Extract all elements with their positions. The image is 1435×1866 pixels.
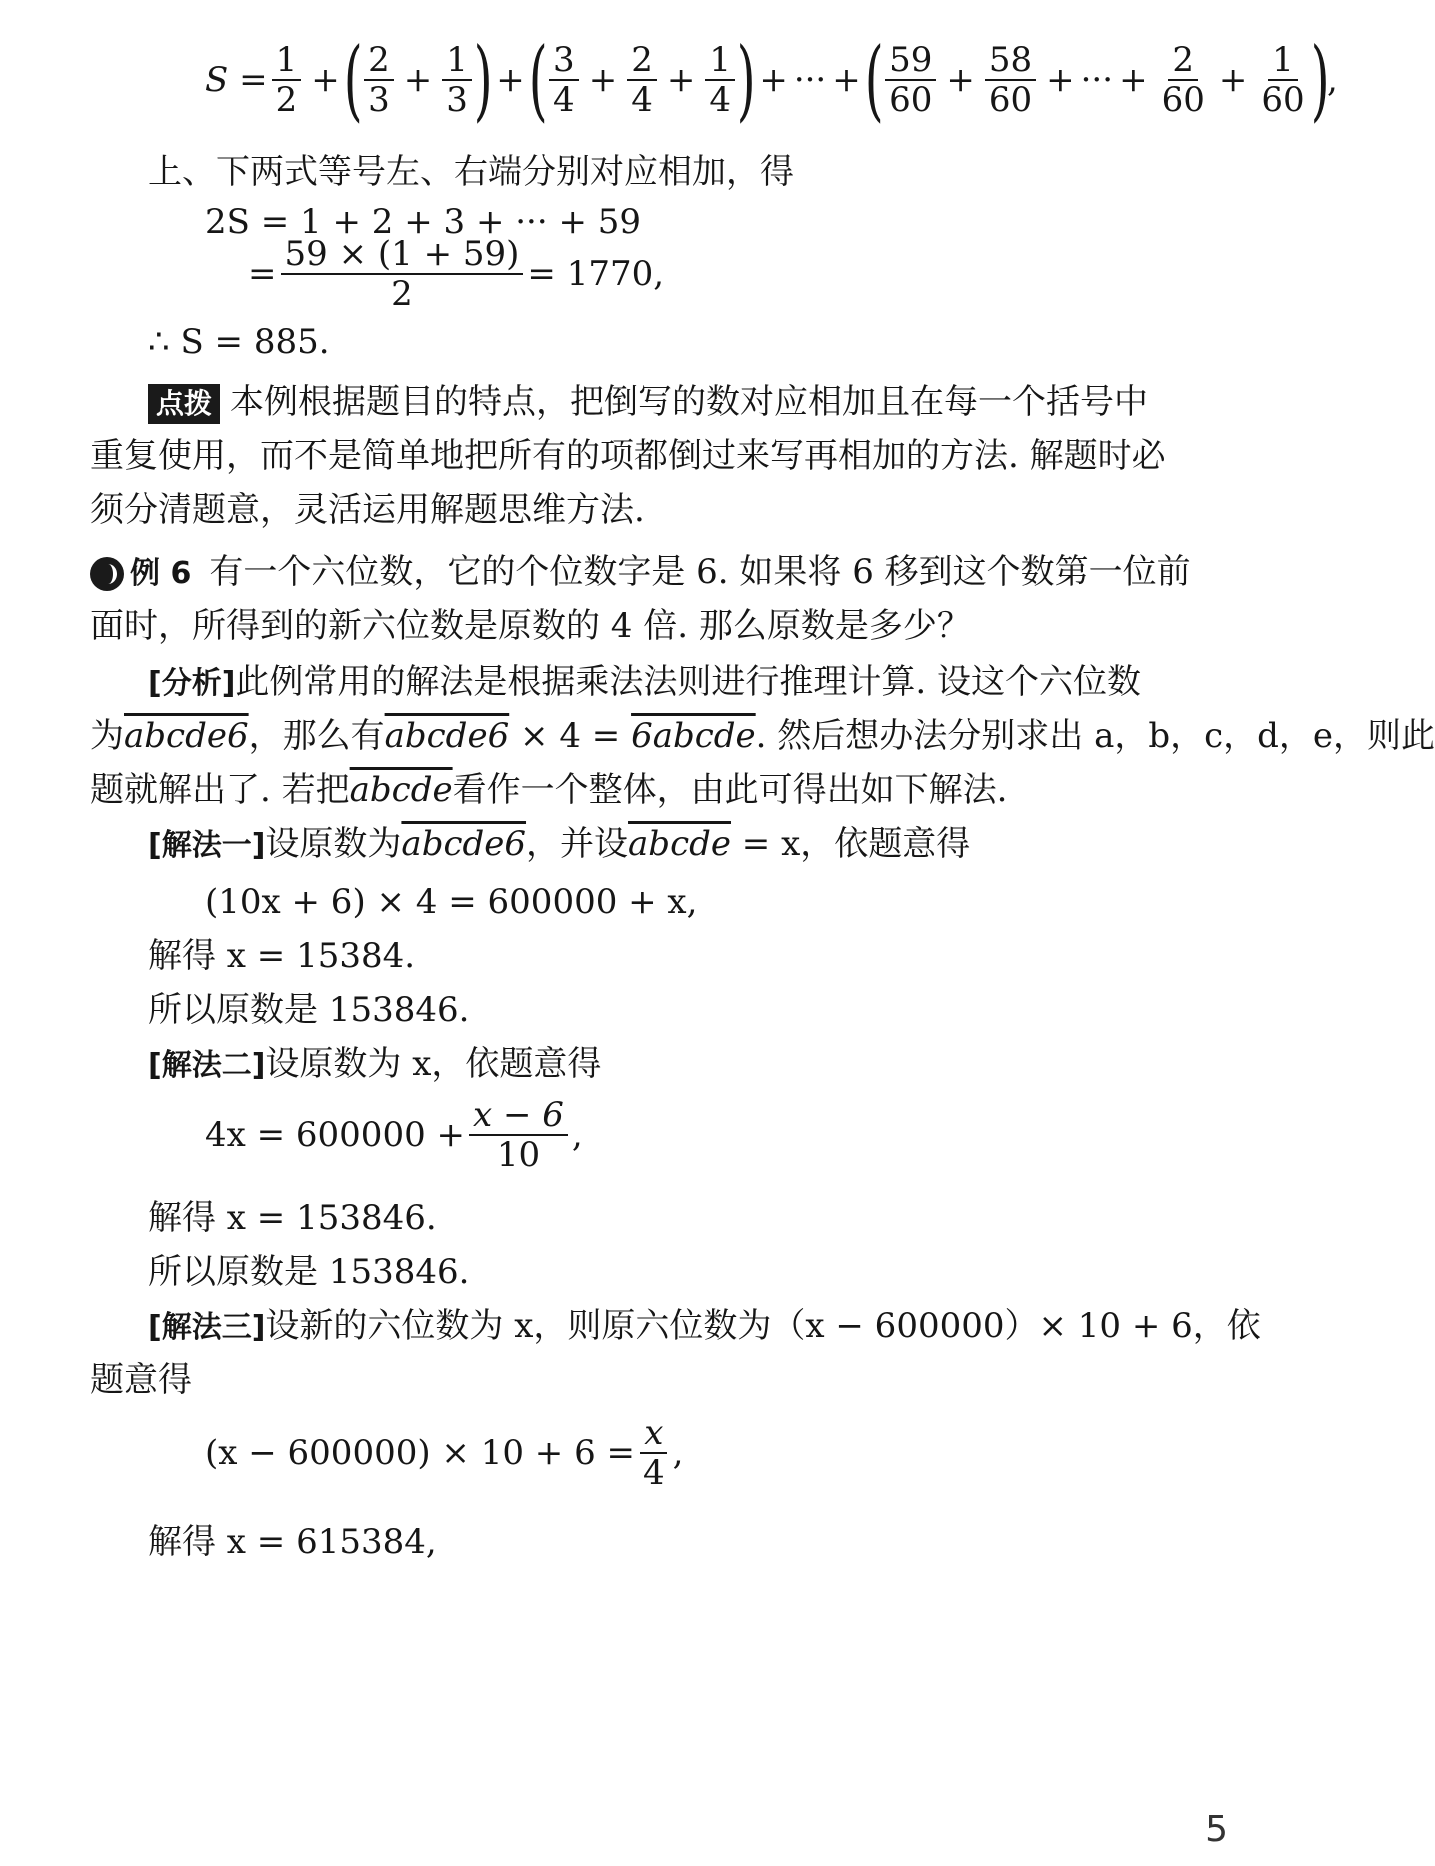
method1-label: [解法一] <box>148 828 266 863</box>
analysis-label: [分析] <box>148 666 236 701</box>
method2-solve: 解得 x = 153846. <box>148 1198 437 1238</box>
eq-2s-line1: 2S = 1 + 2 + 3 + ··· + 59 <box>205 202 642 242</box>
method1-eq: (10x + 6) × 4 = 600000 + x, <box>205 882 698 922</box>
example-label: 例 6 <box>130 556 192 591</box>
example6-line2: 面时，所得到的新六位数是原数的 4 倍. 那么原数是多少？ <box>90 606 971 646</box>
method3-label: [解法三] <box>148 1310 266 1345</box>
fraction: 3 4 <box>549 41 579 119</box>
analysis-line3: 题就解出了. 若把abcde看作一个整体，由此可得出如下解法. <box>90 770 1008 810</box>
fraction: 2 3 <box>364 41 394 119</box>
method1-answer: 所以原数是 153846. <box>148 990 470 1030</box>
fraction: $\frac{2}{60}$ <box>1161 40 1205 120</box>
fraction: $\frac{1}{3}$ <box>442 41 472 119</box>
page-number: 5 <box>1205 1809 1230 1850</box>
fraction: 59 60 <box>885 41 936 119</box>
method3-line1: [解法三]设新的六位数为 x，则原六位数为（x − 600000）× 10 + 6，依 <box>148 1306 1261 1346</box>
text-add: 上、下两式等号左、右端分别对应相加，得 <box>148 152 794 192</box>
fraction: $\frac{x - 6}{10}$ <box>469 1096 568 1174</box>
method2-answer: 所以原数是 153846. <box>148 1252 470 1292</box>
example6-line1: 例 6 有一个六位数，它的个位数字是 6. 如果将 6 移到这个数第一位前 <box>90 550 1191 596</box>
method2-eq: 4x = 600000 + $\frac{x - 6}{10}$ , <box>205 1095 583 1175</box>
analysis-line2: 为abcde6，那么有abcde6 × 4 = 6abcde. 然后想办法分别求出 a，b，c，d，e，则此 <box>90 716 1435 756</box>
tip-line1: 点拨 本例根据题目的特点，把倒写的数对应相加且在每一个括号中 <box>148 380 1148 424</box>
fraction: $\frac{x}{4}$ <box>639 1414 669 1492</box>
fraction: $\frac{1}{4}$ <box>705 41 735 119</box>
fraction: $\frac{59 \times (1 + 59)}{2}$ <box>281 235 524 313</box>
formula-s-lhs: S = <box>205 60 268 100</box>
analysis-line1: [分析]此例常用的解法是根据乘法法则进行推理计算. 设这个六位数 <box>148 662 1142 702</box>
method3-line2: 题意得 <box>90 1360 192 1400</box>
tip-line2: 重复使用，而不是简单地把所有的项都倒过来写再相加的方法. 解题时必 <box>90 436 1166 476</box>
method3-solve: 解得 x = 615384, <box>148 1522 437 1562</box>
fraction: $\frac{2}{4}$ <box>627 41 657 119</box>
tip-line3: 须分清题意，灵活运用解题思维方法. <box>90 490 645 530</box>
method3-eq: (x − 600000) × 10 + 6 = $\frac{x}{4}$ , <box>205 1413 684 1493</box>
fraction: $\frac{1}{2}$ <box>272 41 302 119</box>
example-icon <box>90 557 124 591</box>
fraction: $\frac{58}{60}$ <box>985 41 1036 119</box>
method1-solve: 解得 x = 15384. <box>148 936 416 976</box>
method1-line1: [解法一]设原数为abcde6，并设abcde = x，依题意得 <box>148 824 971 864</box>
fraction: $\frac{1}{60}$ <box>1261 40 1305 120</box>
method2-line1: [解法二]设原数为 x，依题意得 <box>148 1044 602 1084</box>
method2-label: [解法二] <box>148 1048 266 1083</box>
eq-2s-line2: = $\frac{59 \times (1 + 59)}{2}$ = 1770, <box>248 234 665 314</box>
tip-label: 点拨 <box>148 384 220 424</box>
therefore-line: ∴ S = 885. <box>148 322 330 362</box>
formula-s: S = $\frac{1}{2}$ + ( 2 3 + $\frac{1}{3}$ ) + ( 3 4 + $\frac{2}{4}$ + $\frac{1}{4}$ ) + ··· + ( 59 60 + $\frac{58}{60}$ + ··· + $\frac{2}{60}$ + $\frac{1}{60}$ ) , <box>205 28 1338 131</box>
